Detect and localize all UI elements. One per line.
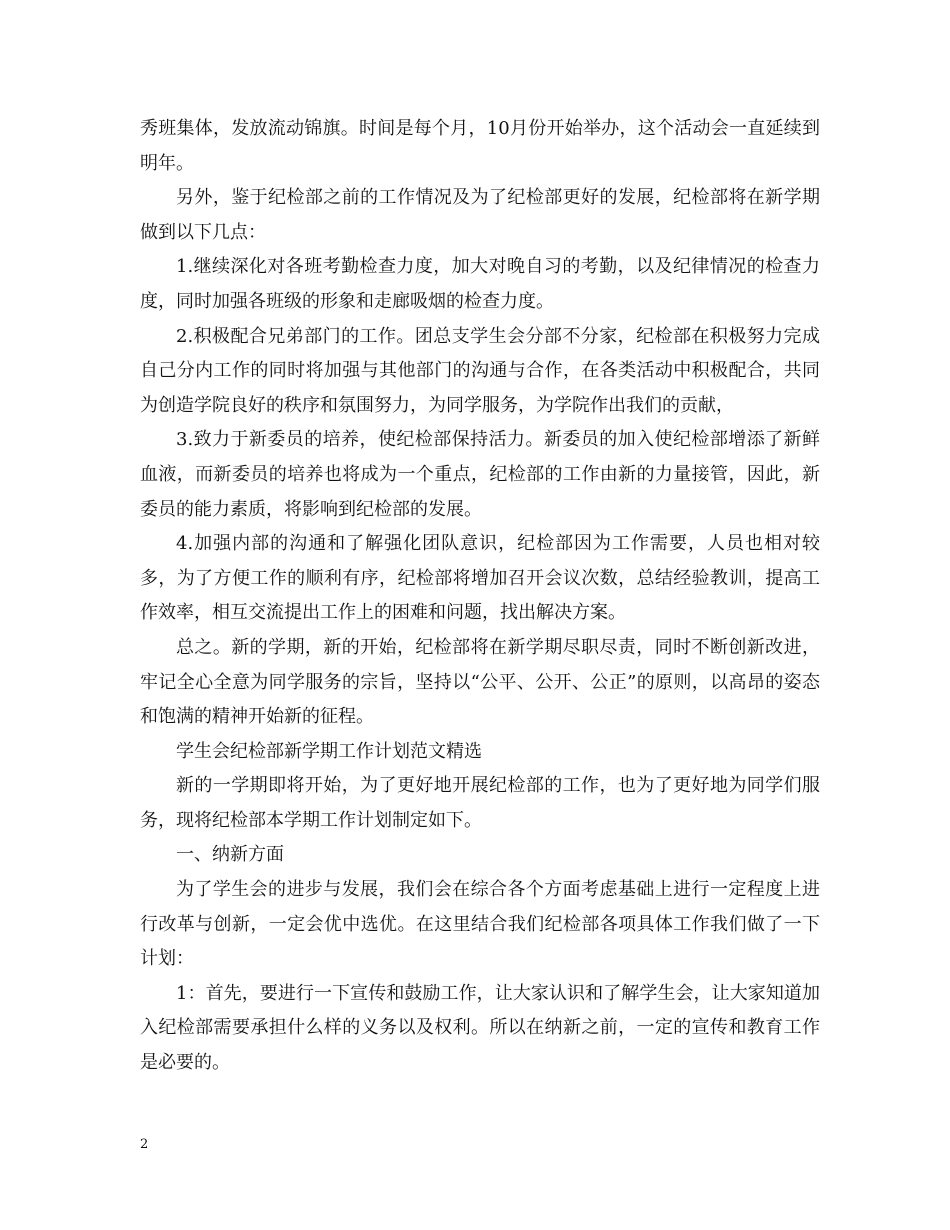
paragraph-recruitment-step-1: 1：首先，要进行一下宣传和鼓励工作，让大家认识和了解学生会，让大家知道加入纪检部需要承担什么样的义务以及权利。所以在纳新之前，一定的宣传和教育工作是必要的。 bbox=[140, 982, 820, 1074]
paragraph-continuation: 秀班集体，发放流动锦旗。时间是每个月，10月份开始举办，这个活动会一直延续到明年。 bbox=[140, 118, 820, 174]
page-number: 2 bbox=[140, 1137, 149, 1152]
paragraph-point-4: 4.加强内部的沟通和了解强化团队意识，纪检部因为工作需要，人员也相对较多，为了方便工作的顺利有序，纪检部将增加召开会议次数，总结经验教训，提高工作效率，相互交流提出工作上的困难和问题，找出解决方案。 bbox=[140, 533, 820, 624]
paragraph-intro-points: 另外，鉴于纪检部之前的工作情况及为了纪检部更好的发展，纪检部将在新学期做到以下几点： bbox=[140, 187, 820, 243]
paragraph-conclusion: 总之。新的学期，新的开始，纪检部将在新学期尽职尽责，同时不断创新改进，牢记全心全意为同学服务的宗旨，坚持以“公平、公开、公正”的原则，以高昂的姿态和饱满的精神开始新的征程。 bbox=[140, 636, 820, 728]
section-title: 学生会纪检部新学期工作计划范文精选 bbox=[176, 740, 482, 762]
paragraph-point-1: 1.继续深化对各班考勤检查力度，加大对晚自习的考勤，以及纪律情况的检查力度，同时加强各班级的形象和走廊吸烟的检查力度。 bbox=[140, 256, 820, 312]
paragraph-point-3: 3.致力于新委员的培养，使纪检部保持活力。新委员的加入使纪检部增添了新鲜血液，而新委员的培养也将成为一个重点，纪检部的工作由新的力量接管，因此，新委员的能力素质，将影响到纪检部的发展。 bbox=[140, 429, 820, 520]
paragraph-point-2: 2.积极配合兄弟部门的工作。团总支学生会分部不分家，纪检部在积极努力完成自己分内工作的同时将加强与其他部门的沟通与合作，在各类活动中积极配合，共同为创造学院良好的秩序和氛围努力，为同学服务，为学院作出我们的贡献， bbox=[140, 325, 820, 416]
paragraph-opening: 新的一学期即将开始，为了更好地开展纪检部的工作，也为了更好地为同学们服务，现将纪检部本学期工作计划制定如下。 bbox=[140, 775, 820, 831]
document-body bbox=[140, 112, 820, 1081]
paragraph-recruitment-plan: 为了学生会的进步与发展，我们会在综合各个方面考虑基础上进行一定程度上进行改革与创新，一定会优中选优。在这里结合我们纪检部各项具体工作我们做了一下计划： bbox=[140, 879, 820, 970]
section-heading-recruitment: 一、纳新方面 bbox=[176, 844, 284, 866]
